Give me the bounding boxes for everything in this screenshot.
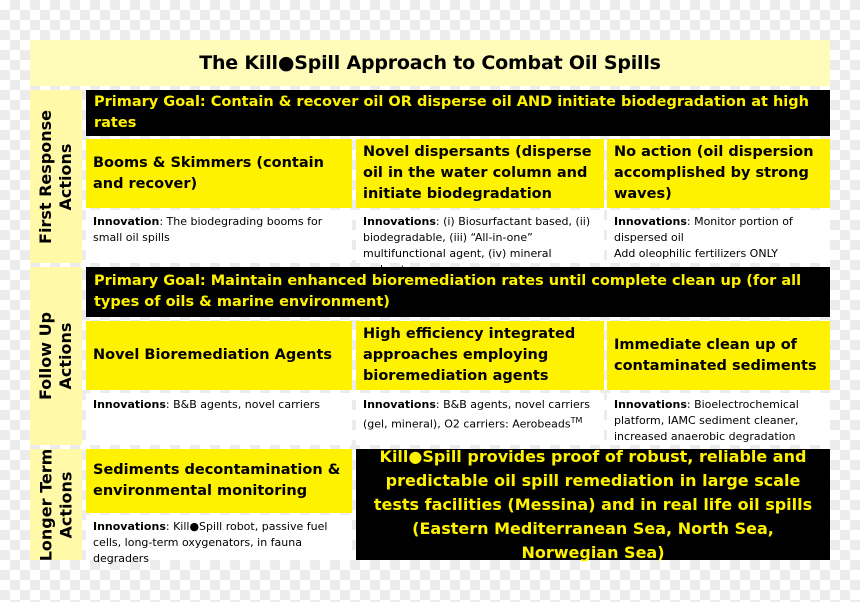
first-response-action-1 bbox=[86, 139, 352, 208]
follow-up-goal bbox=[86, 267, 830, 317]
title-text: The Kill●Spill Approach to Combat Oil Spills bbox=[199, 52, 661, 74]
action-title: Novel dispersants (disperse oil in the water column and initiate biodegradation bbox=[363, 144, 592, 202]
action-title: High efficiency integrated approaches employing bioremediation agents bbox=[363, 326, 576, 384]
innovation-text-extra: Add oleophilic fertilizers ONLY bbox=[614, 247, 778, 260]
first-response-innovation-3 bbox=[607, 210, 830, 263]
follow-up-action-2 bbox=[356, 321, 604, 390]
action-title: No action (oil dispersion accomplished by strong waves) bbox=[614, 144, 814, 202]
innovation-text: : The biodegrading booms for small oil spills bbox=[93, 215, 323, 244]
innovation-label: Innovations bbox=[93, 520, 166, 533]
innovation-text: : B&B agents, novel carriers (gel, mineral), O2 carriers: Aerobeads bbox=[363, 398, 590, 431]
innovation-label: Innovation bbox=[93, 215, 160, 228]
follow-up-label bbox=[30, 267, 82, 445]
innovation-text: : Bioelectrochemical platform, IAMC sediment cleaner, increased anaerobic degradation bbox=[614, 398, 799, 443]
first-response-action-2 bbox=[356, 139, 604, 208]
first-response-label-line2: Actions bbox=[56, 143, 76, 210]
follow-up-action-3 bbox=[607, 321, 830, 390]
follow-up-label-line1: Follow Up bbox=[36, 311, 55, 401]
longer-term-label-line2: Actions bbox=[56, 471, 76, 538]
longer-term-action bbox=[86, 449, 352, 513]
innovation-text: : B&B agents, novel carriers bbox=[165, 398, 320, 411]
longer-term-innovation bbox=[86, 515, 352, 565]
innovation-label: Innovations bbox=[614, 398, 687, 411]
follow-up-innovation-1 bbox=[86, 393, 352, 445]
longer-term-label-line1: Longer Term bbox=[36, 448, 56, 561]
trademark-mark: TM bbox=[570, 416, 583, 425]
innovation-text: : Kill●Spill robot, passive fuel cells, long-term oxygenators, in fauna degraders bbox=[93, 520, 328, 565]
innovation-text: : Monitor portion of dispersed oil bbox=[614, 215, 793, 244]
first-response-goal bbox=[86, 90, 830, 136]
first-response-label bbox=[30, 90, 82, 263]
action-title: Immediate clean up of contaminated sediments bbox=[614, 336, 817, 374]
action-title: Booms & Skimmers (contain and recover) bbox=[93, 154, 324, 192]
first-response-label-line1: First Response bbox=[36, 109, 56, 244]
innovation-label: Innovations bbox=[363, 398, 436, 411]
innovation-text: : (i) Biosurfactant based, (ii) biodegradable, (iii) “All-in-one” multifunctional agent, (iv) mineral bbox=[363, 215, 591, 260]
follow-up-innovation-3 bbox=[607, 393, 830, 445]
killspill-statement bbox=[356, 446, 830, 562]
first-response-goal-text: Primary Goal: Contain & recover oil OR disperse oil AND initiate biodegradation at high rates bbox=[94, 94, 809, 131]
follow-up-innovation-2 bbox=[356, 393, 604, 445]
follow-up-action-1 bbox=[86, 321, 352, 390]
follow-up-goal-text: Primary Goal: Maintain enhanced bioremediation rates until complete clean up (for all types of oils & marine environment) bbox=[94, 273, 802, 310]
first-response-innovation-1 bbox=[86, 210, 352, 263]
first-response-action-3 bbox=[607, 139, 830, 208]
first-response-innovation-2 bbox=[356, 210, 604, 263]
innovation-label: Innovations bbox=[93, 398, 166, 411]
longer-term-label bbox=[30, 449, 82, 560]
diagram-title bbox=[30, 40, 830, 86]
action-title: Novel Bioremediation Agents bbox=[93, 347, 333, 363]
action-title: Sediments decontamination & environmental monitoring bbox=[93, 462, 341, 499]
innovation-label: Innovations bbox=[614, 215, 687, 228]
killspill-statement-text: Kill●Spill provides proof of robust, reliable and predictable oil spill remediation in large scale tests facilities (Messina) and in real life oil spills (Eastern Mediterranean Sea, North Sea, Norwegian Sea) bbox=[373, 446, 813, 562]
innovation-label: Innovations bbox=[363, 215, 436, 228]
follow-up-label-line2: Actions bbox=[56, 322, 75, 390]
